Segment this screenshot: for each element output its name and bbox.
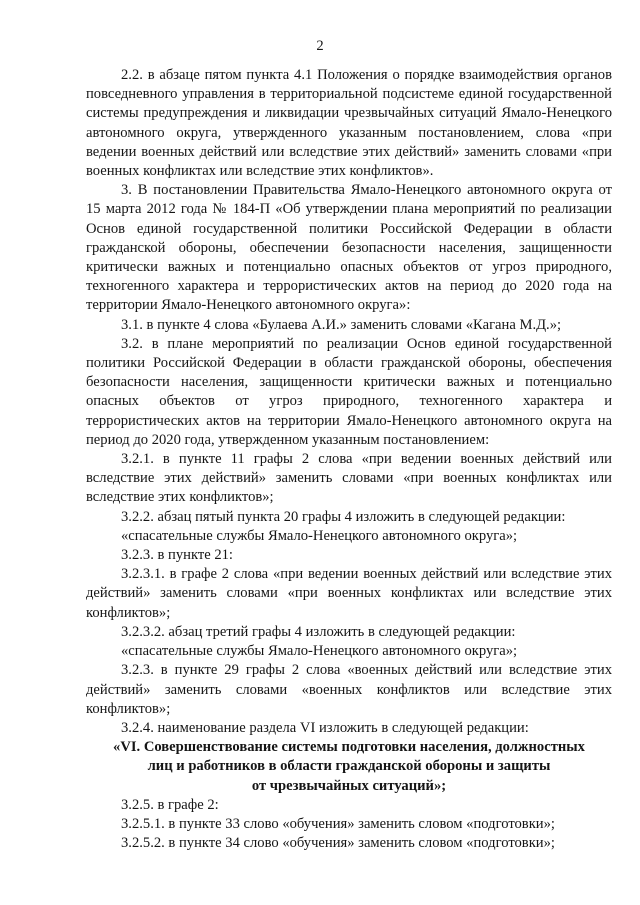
paragraph-3-2-3: 3.2.3. в пункте 21: [121,547,233,564]
section-heading [86,738,612,796]
paragraph-3-2-4: 3.2.4. наименование раздела VI изложить в следующей редакции: [121,719,529,736]
paragraph-3-2-5-2: 3.2.5.2. в пункте 34 слово «обучения» заменить словом «подготовки»; [121,835,555,852]
paragraph-quote-2: «спасательные службы Ямало-Ненецкого автономного округа»; [121,643,518,660]
section-heading-line-2: лиц и работников в области гражданской обороны и защиты [147,758,551,775]
paragraph-3-2-3-b: 3.2.3. в пункте 29 графы 2 слова «военных действий или вследствие этих действий» заменить словами «военных конфликтов или вследствие этих конфликтов»; [86,662,612,717]
paragraph-3-2: 3.2. в плане мероприятий по реализации Основ единой государственной политики Российской Федерации в области гражданской обороны, обеспечения безопасности населения, защищенности критически важных и потенциально опасных объектов от угроз природного, техногенного характера и террористических актов на территории Ямало-Ненецкого автономного округа на период до 2020 года, утвержденном указанным постановлением: [86,335,612,448]
paragraph-3: 3. В постановлении Правительства Ямало-Ненецкого автономного округа от 15 марта 2012 года № 184-П «Об утверждении плана мероприятий по реализации Основ единой государственной политики Российской Федерации в области гражданской обороны, обеспечении безопасности населения, защищенности критически важных и потенциально опасных объектов от угроз природного, техногенного характера и террористических актов на период до 2020 года на территории Ямало-Ненецкого автономного округа»: [86,182,612,314]
paragraph-3-2-3-2: 3.2.3.2. абзац третий графы 4 изложить в следующей редакции: [121,623,516,640]
paragraph-3-2-5-1: 3.2.5.1. в пункте 33 слово «обучения» заменить словом «подготовки»; [121,815,555,832]
paragraph-3-2-1: 3.2.1. в пункте 11 графы 2 слова «при ведении военных действий или вследствие этих действий» заменить словами «при военных конфликтах или вследствие этих конфликтов»; [86,451,612,506]
paragraph-3-2-5: 3.2.5. в графе 2: [121,796,219,813]
paragraph-3-2-2: 3.2.2. абзац пятый пункта 20 графы 4 изложить в следующей редакции: [121,508,566,525]
paragraph-3-1: 3.1. в пункте 4 слова «Булаева А.И.» заменить словами «Кагана М.Д.»; [121,316,562,333]
paragraph-2-2: 2.2. в абзаце пятом пункта 4.1 Положения о порядке взаимодействия органов повседневного управления в территориальной подсистеме единой государственной системы предупреждения и ликвидации чрезвычайных ситуаций Ямало-Ненецкого автономного округа, утвержденного указанным постановлением, слова «при ведении военных действий или вследствие этих действий» заменить словами «при военных конфликтах или вследствие этих конфликтов». [86,67,612,180]
paragraph-3-2-3-1: 3.2.3.1. в графе 2 слова «при ведении военных действий или вследствие этих действий» заменить словами «при военных конфликтах или вследствие этих конфликтов»; [86,566,612,621]
document-body [86,66,612,853]
paragraph-quote-1: «спасательные службы Ямало-Ненецкого автономного округа»; [121,527,518,544]
section-heading-line-1: «VI. Совершенствование системы подготовки населения, должностных [113,739,585,756]
page-number: 2 [316,38,324,54]
section-heading-line-3: от чрезвычайных ситуаций»; [251,777,447,794]
